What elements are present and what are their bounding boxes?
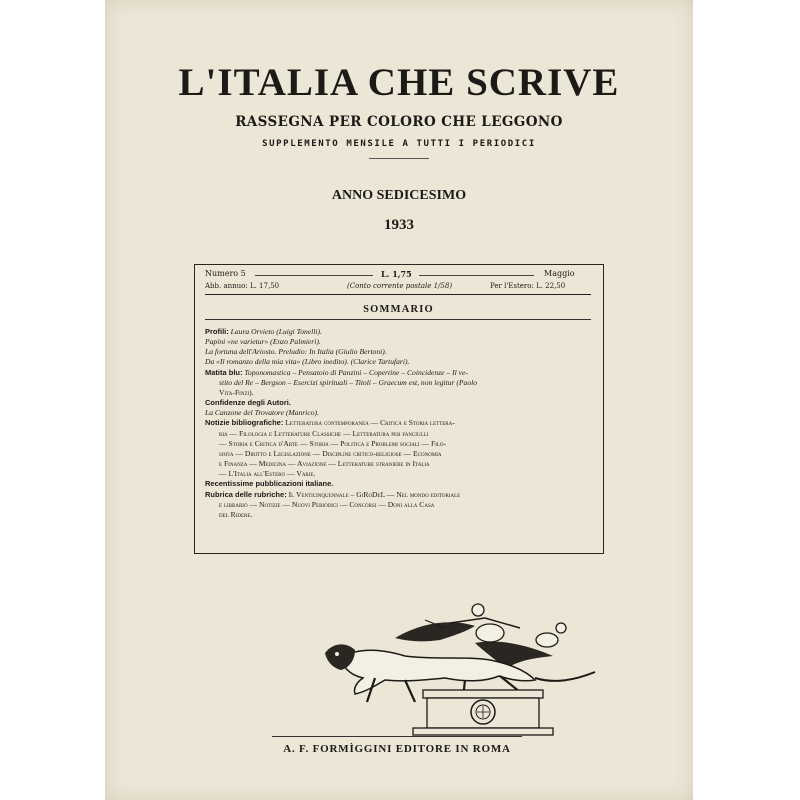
issue-price: L. 1,75 — [381, 269, 412, 279]
sommario-line: Confidenze degli Autori. — [205, 398, 291, 408]
sommario-line: Notizie bibliografiche: Letteratura contemporanea — Critica e Storia lettera- — [205, 418, 455, 428]
sommario-line: del Ridere. — [219, 509, 253, 519]
winged-figures-riding-beast-emblem-icon — [285, 598, 615, 738]
sommario-contents — [205, 327, 593, 520]
sommario-line: La Canzone del Trovatore (Manrico). — [205, 408, 319, 418]
magazine-title: L'ITALIA CHE SCRIVE — [178, 61, 620, 104]
sommario-line: Papini «ne varietur» (Enzo Palmieri). — [205, 337, 321, 347]
sommario-line: Rubrica delle rubriche: Il Venticinquennale – GiRoDeL — Nel mondo editoriale — [205, 489, 461, 499]
issue-dash-left — [255, 275, 373, 276]
sommario-line: sofia — Diritto e Legislazione — Discipline critico-religiose — Economia — [219, 448, 442, 458]
sommario-line: e Finanza — Medicina — Aviazione — Letterature straniere in Italia — [219, 459, 430, 469]
sommario-line: Matita blu: Toponomastica – Pensatoio di Panzini – Copertine – Coincidenze – Il ve- — [205, 367, 468, 377]
header-divider — [369, 158, 429, 159]
postal-account: (Conto corrente postale 1/58) — [347, 282, 453, 290]
sommario-line: ria — Filologia e Letterature Classiche — Letteratura per fanciulli — [219, 428, 429, 438]
issue-dash-right — [419, 275, 534, 276]
year-label: 1933 — [384, 217, 414, 233]
sommario-line: Da «Il romanzo della mia vita» (Libro inedito). (Clarice Tartufari). — [205, 357, 410, 367]
magazine-cover-page — [105, 0, 693, 800]
issue-number: Numero 5 — [205, 269, 246, 278]
sommario-box — [194, 264, 604, 554]
issue-info-rule — [205, 294, 591, 295]
sommario-line: Vita-Finzi). — [219, 387, 254, 397]
supplement-line: SUPPLEMENTO MENSILE A TUTTI I PERIODICI — [262, 139, 536, 149]
issue-month: Maggio — [544, 269, 575, 278]
magazine-subtitle: RASSEGNA PER COLORO CHE LEGGONO — [235, 114, 563, 130]
subscription-price: Abb. annuo: L. 17,50 — [205, 282, 280, 290]
sommario-rule — [205, 319, 591, 320]
sommario-line: — L'Italia all'Estero — Varie. — [219, 469, 316, 479]
sommario-line: Profili: Laura Orvieto (Luigi Tonelli). — [205, 327, 322, 336]
foreign-price: Per l'Estero: L. 22,50 — [490, 282, 566, 290]
sommario-line: — Storia e Critica d'Arte — Storia — Politica e Problemi sociali — Filo- — [219, 438, 447, 448]
sommario-line: stito del Re – Bergson – Esercizi spirituali – Titoli – Graecum est, non legitur (Paolo — [219, 377, 478, 387]
sommario-line: Recentissime pubblicazioni italiane. — [205, 479, 334, 489]
sommario-heading: SOMMARIO — [363, 304, 434, 315]
sommario-line: e librario — Notizie — Nuovi Periodici — Concorsi — Doni alla Casa — [219, 499, 435, 509]
anno-label: ANNO SEDICESIMO — [331, 188, 467, 203]
sommario-line: La fortuna dell'Ariosto. Preludio: In Italia (Giulio Bertoni). — [205, 347, 387, 357]
publisher-line: A. F. FORMÌGGINI EDITORE IN ROMA — [272, 736, 522, 761]
